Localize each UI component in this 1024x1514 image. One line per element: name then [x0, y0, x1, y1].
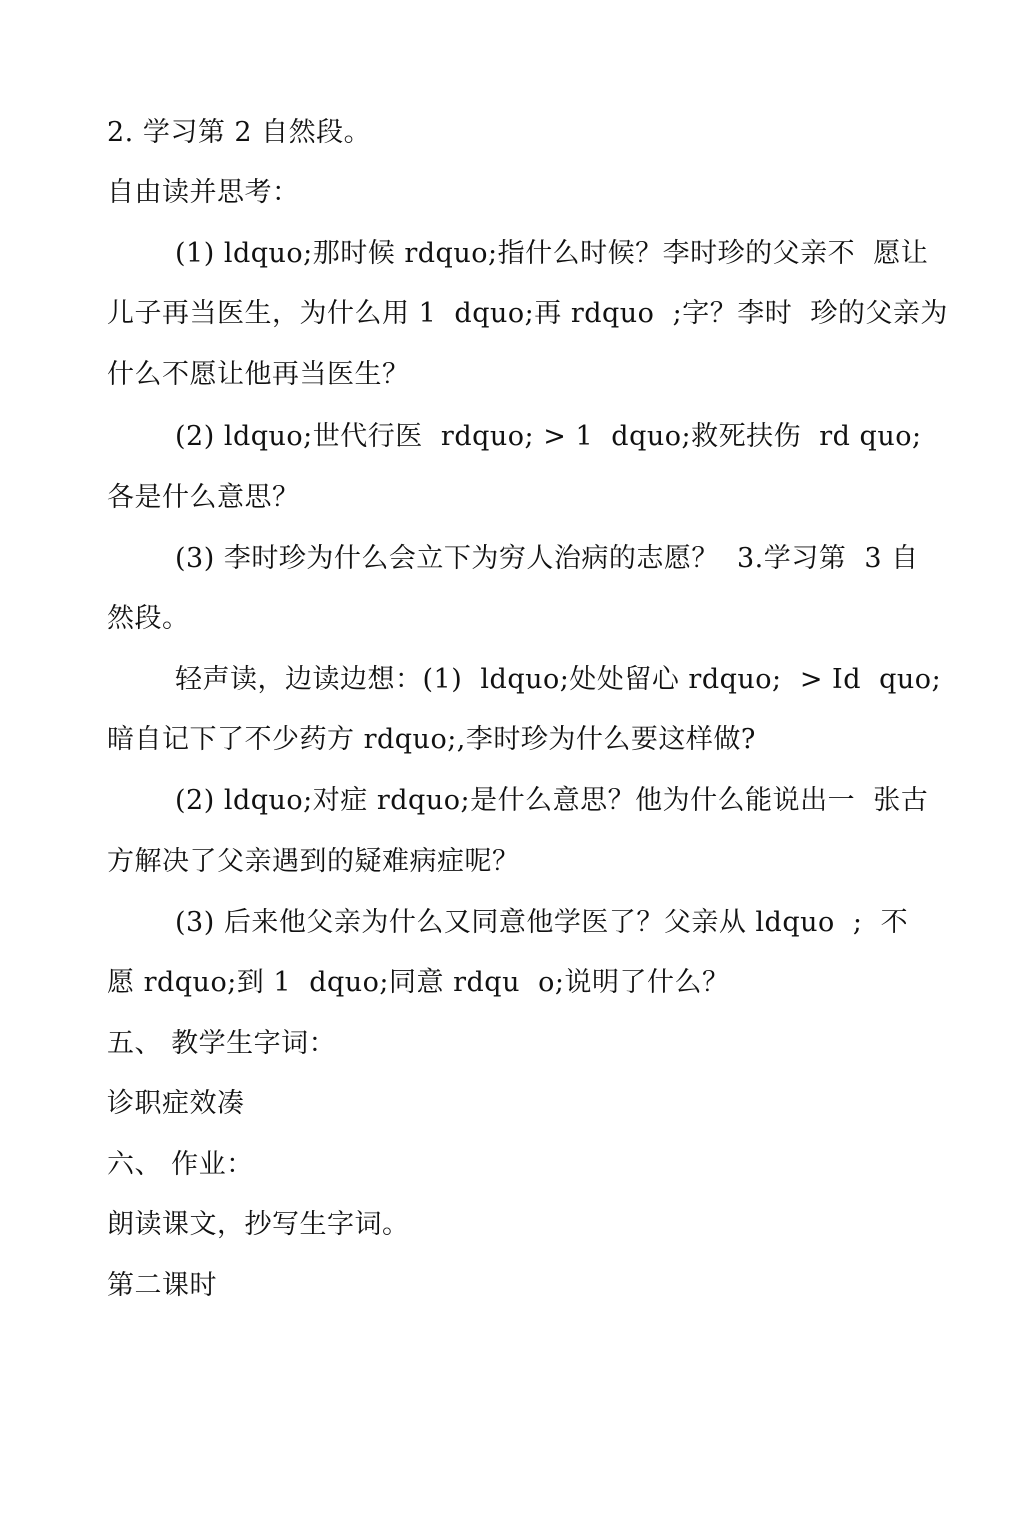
text-line: (2) ldquo;对症 rdquo;是什么意思？他为什么能说出一 张古 — [175, 785, 929, 816]
text-line: (3) 李时珍为什么会立下为穷人治病的志愿？ 3.学习第 3 自 — [175, 543, 919, 574]
text-line: (2) ldquo;世代行医 rdquo; > 1 dquo;救死扶伤 rd quo; — [175, 421, 922, 452]
text-line: 2. 学习第 2 自然段。 — [107, 117, 372, 148]
text-line: 各是什么意思？ — [107, 482, 300, 513]
text-line: 朗读课文，抄写生字词。 — [107, 1209, 410, 1240]
section-heading: 第二课时 — [107, 1270, 217, 1301]
section-heading: 五、 教学生字词： — [107, 1028, 337, 1059]
text-line: (3) 后来他父亲为什么又同意他学医了？父亲从 ldquo ; 不 — [175, 907, 909, 938]
text-line: 愿 rdquo;到 1 dquo;同意 rdqu o;说明了什么？ — [107, 967, 730, 998]
text-line: 然段。 — [107, 603, 190, 634]
text-line: 什么不愿让他再当医生？ — [107, 359, 410, 390]
section-heading: 六、 作业： — [107, 1149, 254, 1180]
text-line: (1) ldquo;那时候 rdquo;指什么时候？李时珍的父亲不 愿让 — [175, 238, 929, 269]
text-line: 暗自记下了不少药方 rdquo;,李时珍为什么要这样做? — [107, 724, 756, 755]
text-line: 轻声读，边读边想：(1) ldquo;处处留心 rdquo; > Id quo; — [175, 664, 942, 695]
text-line: 诊职症效凑 — [107, 1088, 245, 1119]
text-line: 方解决了父亲遇到的疑难病症呢？ — [107, 846, 520, 877]
text-line: 儿子再当医生，为什么用 1 dquo;再 rdquo ;字？李时 珍的父亲为 — [107, 298, 948, 329]
text-line: 自由读并思考： — [107, 177, 300, 208]
